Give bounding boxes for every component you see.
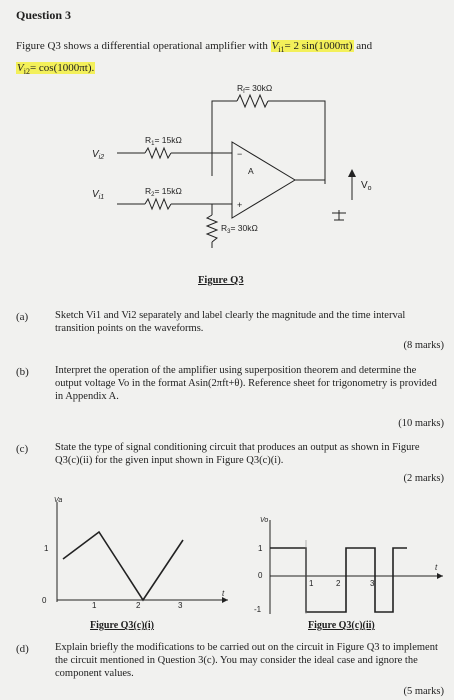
graph-ii-xaxis-label: t (435, 563, 438, 572)
part-a-label: (a) (16, 311, 29, 323)
part-a-text: Sketch Vi1 and Vi2 separately and label clearly the magnitude and the time interval transition points on the waveforms. (55, 310, 406, 334)
part-d-text: Explain briefly the modifications to be carried out on the circuit in Figure Q3 to implement the circuit mentioned in Question 3(c). You may consider the ideal case and ignore the component values. (55, 642, 438, 679)
graph-ii-ytick-0: 0 (258, 571, 263, 580)
intro-and: and (353, 40, 373, 52)
r2-label: $R_2= 15k\Omega$ (145, 186, 182, 198)
r1-resistor (145, 148, 171, 158)
intro-text: Figure Q3 shows a differential operational amplifier with (16, 40, 271, 52)
highlight-vi1: $V_{i1}= 2$ sin(1000πt) (271, 40, 353, 55)
r2-resistor (145, 199, 171, 209)
graph-i-xaxis-label: t (222, 589, 225, 598)
vo-arrow-head (348, 169, 356, 177)
amp-label: A (248, 166, 254, 176)
vi2-label: $V_{i2}$ (92, 149, 105, 161)
rf-label: $R_f= 30k\Omega$ (237, 83, 273, 95)
graph-ii-xtick-3: 3 (370, 579, 375, 588)
question-title: Question 3 (16, 8, 72, 22)
graph-ii-ytick-neg1: -1 (254, 605, 262, 614)
rf-wire (212, 101, 237, 176)
graph-ii-ylabel: Vo (260, 517, 269, 524)
part-c-text: State the type of signal conditioning circuit that produces an output as shown in Figure Q3(c)(ii) for the given input shown in Figure Q3(c)(i). (55, 442, 420, 466)
part-c-label: (c) (16, 443, 29, 455)
part-c-marks: (2 marks) (403, 473, 444, 484)
rf-wire-right (268, 101, 325, 176)
graph-q3c-i (30, 492, 230, 622)
highlight-vi2: $V_{i2}= \cos(1000\pi t)$. (17, 62, 95, 77)
vi1-label: $V_{i1}$ (92, 189, 105, 201)
graph-i-xtick-1: 1 (92, 601, 97, 610)
graph-ii-caption: Figure Q3(c)(ii) (308, 620, 375, 631)
graph-i-caption: Figure Q3(c)(i) (90, 620, 154, 631)
graph-i-xtick-3: 3 (178, 601, 183, 610)
graph-ii-xtick-1: 1 (309, 579, 314, 588)
figure-q3-circuit (0, 80, 454, 270)
graph-ii-ytick-1: 1 (258, 544, 263, 553)
graph-i-ylabel: Va (54, 497, 63, 504)
vo-label: $V_o$ (361, 180, 372, 192)
graph-i-ytick-0: 0 (42, 596, 47, 605)
part-b-text: Interpret the operation of the amplifier using superposition theorem and determine the output voltage Vo in the format Asin(2πft+θ). Reference sheet for trigonometry is provided in Appendix A. (55, 365, 437, 402)
question-intro (16, 37, 444, 81)
r1-label: $R_1= 15k\Omega$ (145, 135, 182, 147)
part-d-marks: (5 marks) (403, 686, 444, 697)
graph-i-ytick-1: 1 (44, 544, 49, 553)
r3-label: $R_3= 30k\Omega$ (221, 223, 258, 235)
part-b-marks: (10 marks) (398, 418, 444, 429)
graph-ii-x-arrow (437, 573, 443, 579)
figure-q3-caption: Figure Q3 (198, 275, 244, 286)
part-b-label: (b) (16, 366, 29, 378)
part-d-label: (d) (16, 643, 29, 655)
graph-q3c-ii (245, 512, 450, 622)
rf-resistor (237, 95, 268, 107)
r3-resistor (207, 215, 217, 242)
plus-sign: + (237, 200, 243, 210)
graph-ii-xtick-2: 2 (336, 579, 341, 588)
part-a-marks: (8 marks) (403, 340, 444, 351)
minus-sign: − (237, 149, 243, 159)
graph-i-triangle-wave (63, 532, 183, 600)
graph-i-xtick-2: 2 (136, 601, 141, 610)
